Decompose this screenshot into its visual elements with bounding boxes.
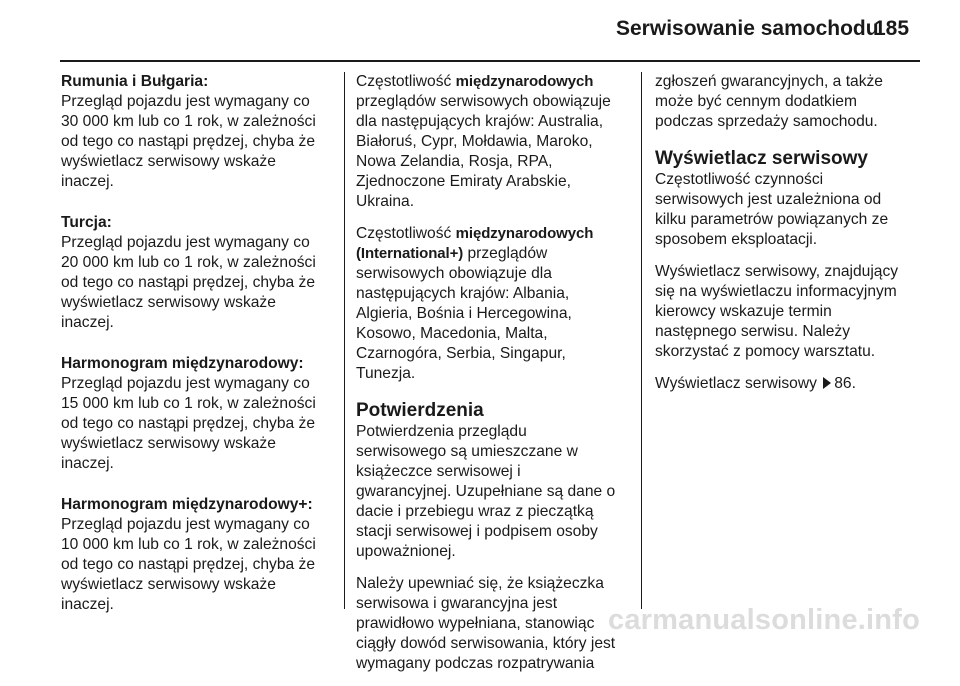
page-header bbox=[0, 0, 960, 60]
page-number: 185 bbox=[874, 17, 910, 40]
watermark: carmanualsonline.info bbox=[608, 604, 920, 636]
reference-text: Wyświetlacz serwisowy bbox=[655, 375, 817, 392]
text-run: przeglądów bbox=[463, 245, 548, 262]
text-line: serwisowa i gwarancyjna jest bbox=[356, 595, 558, 612]
text-line: Wyświetlacz serwisowy, znajdujący bbox=[655, 263, 899, 280]
text-line: dacie i przebiegu wraz z pieczątką bbox=[356, 503, 594, 520]
text-line: Zjednoczone Emiraty Arabskie, bbox=[356, 173, 571, 190]
text-line: Białoruś, Cypr, Mołdawia, Maroko, bbox=[356, 133, 593, 150]
text-line: Ukraina. bbox=[356, 193, 415, 210]
text-line: podczas sprzedaży samochodu. bbox=[655, 113, 878, 130]
paragraph bbox=[356, 422, 636, 562]
schedule-block bbox=[61, 213, 337, 333]
paragraph bbox=[655, 170, 925, 250]
text-line: inaczej. bbox=[61, 314, 114, 331]
paragraph bbox=[356, 574, 636, 674]
text-run: Częstotliwość bbox=[356, 73, 456, 90]
text-line: prawidłowo wypełniana, stanowiąc bbox=[356, 615, 595, 632]
schedule-heading: Rumunia i Bułgaria: bbox=[61, 73, 209, 90]
text-line bbox=[356, 244, 636, 264]
text-line: następujących krajów: Albania, bbox=[356, 285, 570, 302]
column-3 bbox=[655, 72, 925, 406]
text-line: serwisowych jest uzależniona od bbox=[655, 191, 882, 208]
header-rule bbox=[60, 60, 920, 62]
text-line: Tunezja. bbox=[356, 365, 416, 382]
text-line: inaczej. bbox=[61, 596, 114, 613]
text-line: może być cennym dodatkiem bbox=[655, 93, 857, 110]
schedule-heading: Harmonogram międzynarodowy: bbox=[61, 355, 304, 372]
paragraph bbox=[655, 72, 925, 132]
text-line: Czarnogóra, Serbia, Singapur, bbox=[356, 345, 566, 362]
text-line: wyświetlacz serwisowy wskaże bbox=[61, 576, 276, 593]
text-line: się na wyświetlaczu informacyjnym bbox=[655, 283, 897, 300]
column-divider bbox=[344, 72, 345, 609]
page-title: Serwisowanie samochodu bbox=[616, 17, 879, 40]
text-line: książeczce serwisowej i bbox=[356, 463, 521, 480]
text-line: Przegląd pojazdu jest wymagany co bbox=[61, 234, 310, 251]
text-line: Przegląd pojazdu jest wymagany co bbox=[61, 375, 310, 392]
text-line: 30 000 km lub co 1 rok, w zależności bbox=[61, 113, 316, 130]
paragraph bbox=[356, 224, 636, 384]
text-line: 15 000 km lub co 1 rok, w zależności bbox=[61, 395, 316, 412]
text-line: Nowa Zelandia, Rosja, RPA, bbox=[356, 153, 553, 170]
text-run: Częstotliwość bbox=[356, 225, 456, 242]
text-line: dla następujących krajów: Australia, bbox=[356, 113, 604, 130]
section-heading: Potwierdzenia bbox=[356, 400, 484, 421]
section-heading: Wyświetlacz serwisowy bbox=[655, 148, 868, 169]
text-line: serwisowych obowiązuje dla bbox=[356, 265, 552, 282]
reference-page: 86. bbox=[834, 375, 856, 392]
bold-term: międzynarodowych bbox=[455, 225, 594, 242]
column-2 bbox=[356, 72, 636, 686]
schedule-block bbox=[61, 354, 337, 474]
text-line: od tego co nastąpi prędzej, chyba że bbox=[61, 415, 315, 432]
schedule-heading: Turcja: bbox=[61, 214, 112, 231]
text-line: przeglądów serwisowych obowiązuje bbox=[356, 93, 611, 110]
text-line: Należy upewniać się, że książeczka bbox=[356, 575, 604, 592]
text-line: od tego co nastąpi prędzej, chyba że bbox=[61, 133, 315, 150]
text-line: kierowcy wskazuje termin bbox=[655, 303, 832, 320]
text-line bbox=[356, 72, 636, 92]
text-line: następnego serwisu. Należy bbox=[655, 323, 851, 340]
schedule-block bbox=[61, 72, 337, 192]
text-line: inaczej. bbox=[61, 455, 114, 472]
text-line: ciągły dowód serwisowania, który jest bbox=[356, 635, 616, 652]
text-line: Algieria, Bośnia i Hercegowina, bbox=[356, 305, 572, 322]
text-line: od tego co nastąpi prędzej, chyba że bbox=[61, 274, 315, 291]
page-reference-arrow-icon bbox=[823, 377, 831, 389]
schedule-block bbox=[61, 495, 337, 615]
paragraph bbox=[356, 72, 636, 212]
text-line: od tego co nastąpi prędzej, chyba że bbox=[61, 556, 315, 573]
bold-term: międzynarodowych bbox=[455, 73, 594, 90]
text-line: Częstotliwość czynności bbox=[655, 171, 824, 188]
column-divider bbox=[641, 72, 642, 609]
text-line: sposobem eksploatacji. bbox=[655, 231, 818, 248]
text-line: inaczej. bbox=[61, 173, 114, 190]
text-line: skorzystać z pomocy warsztatu. bbox=[655, 343, 876, 360]
text-line: 10 000 km lub co 1 rok, w zależności bbox=[61, 536, 316, 553]
cross-reference[interactable] bbox=[655, 374, 925, 394]
bold-term: (International+) bbox=[356, 245, 464, 262]
text-line: kilku parametrów powiązanych ze bbox=[655, 211, 889, 228]
schedule-heading: Harmonogram międzynarodowy+: bbox=[61, 496, 313, 513]
text-line: stacji serwisowej i podpisem osoby bbox=[356, 523, 598, 540]
column-1 bbox=[61, 72, 337, 615]
text-line: wymagany podczas rozpatrywania bbox=[356, 655, 595, 672]
text-line: 20 000 km lub co 1 rok, w zależności bbox=[61, 254, 316, 271]
text-line: Kosowo, Macedonia, Malta, bbox=[356, 325, 548, 342]
text-line: wyświetlacz serwisowy wskaże bbox=[61, 435, 276, 452]
paragraph bbox=[655, 262, 925, 362]
text-line: wyświetlacz serwisowy wskaże bbox=[61, 153, 276, 170]
text-line: Potwierdzenia przeglądu bbox=[356, 423, 527, 440]
text-line: gwarancyjnej. Uzupełniane są dane o bbox=[356, 483, 616, 500]
text-line bbox=[356, 224, 636, 244]
text-line: Przegląd pojazdu jest wymagany co bbox=[61, 516, 310, 533]
text-line: serwisowego są umieszczane w bbox=[356, 443, 578, 460]
text-line: upoważnionej. bbox=[356, 543, 456, 560]
text-line: zgłoszeń gwarancyjnych, a także bbox=[655, 73, 883, 90]
text-line: wyświetlacz serwisowy wskaże bbox=[61, 294, 276, 311]
text-line: Przegląd pojazdu jest wymagany co bbox=[61, 93, 310, 110]
